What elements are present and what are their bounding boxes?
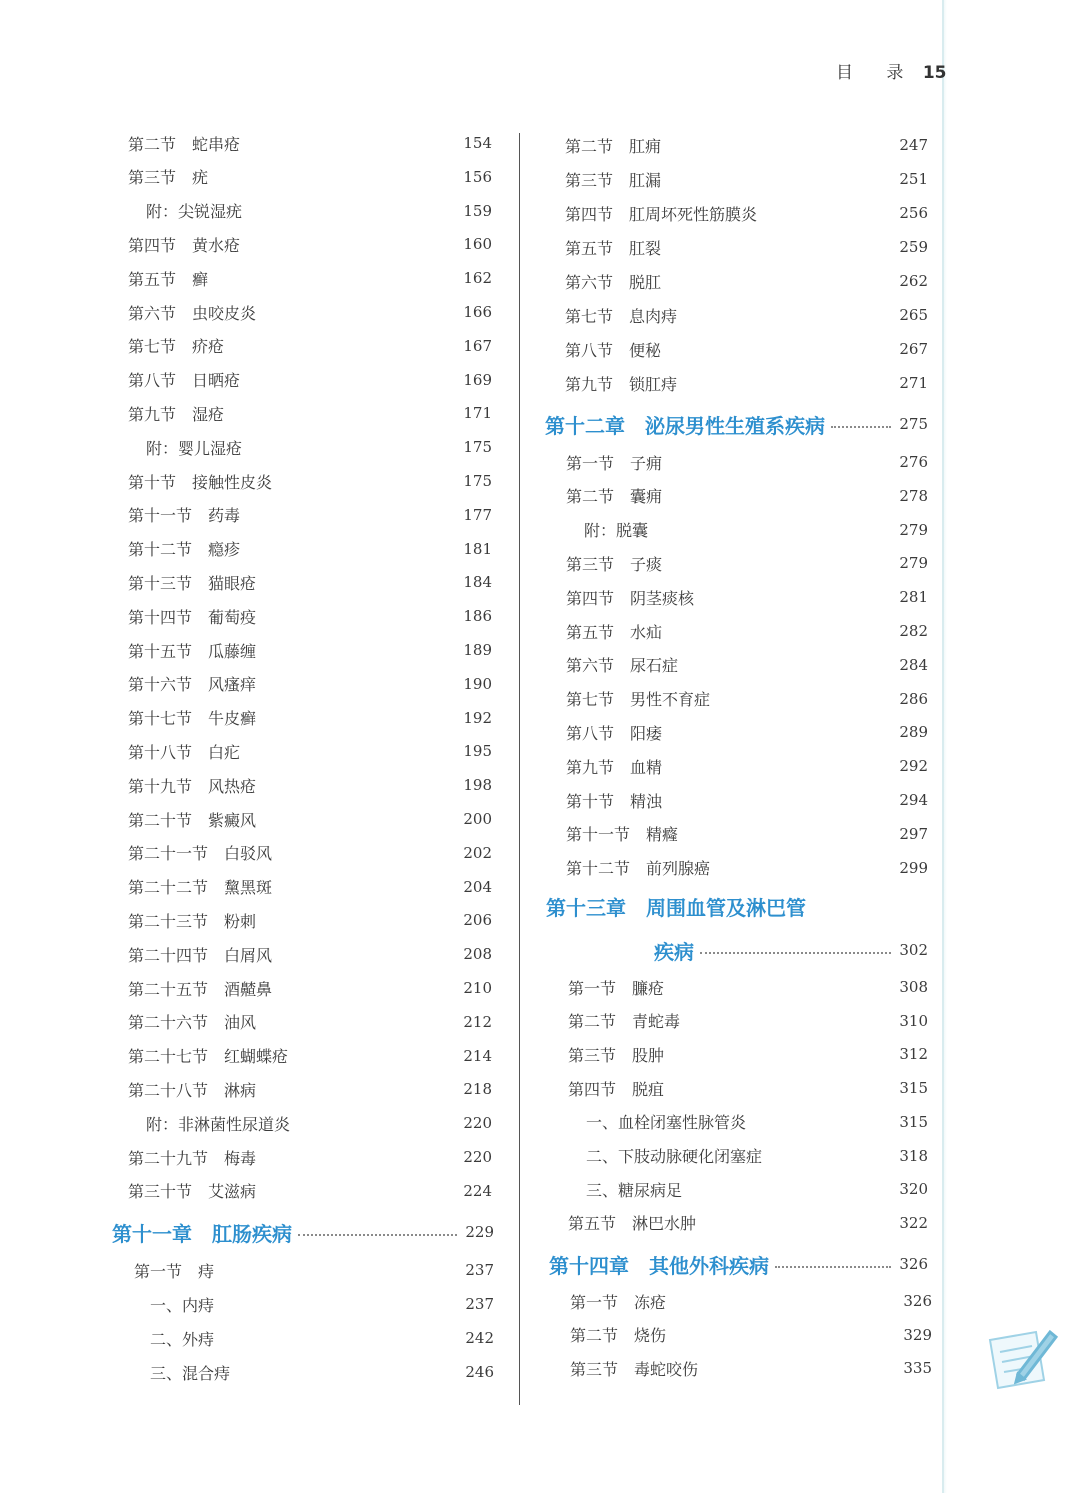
toc-sub-title: 一、内痔 bbox=[150, 1295, 215, 1315]
toc-page-number: 335 bbox=[903, 1359, 932, 1377]
toc-section-title: 日晒疮 bbox=[192, 371, 241, 391]
chapter-title: 其他外科疾病 bbox=[649, 1253, 769, 1278]
toc-chapter-heading bbox=[545, 406, 928, 442]
toc-entry bbox=[568, 1141, 928, 1171]
toc-section-title: 瘾疹 bbox=[208, 540, 241, 560]
toc-section-title: 脱肛 bbox=[629, 272, 662, 292]
toc-entry bbox=[128, 601, 492, 631]
toc-entry bbox=[128, 263, 492, 293]
toc-sub-title: 附：非淋菌性尿道炎 bbox=[146, 1114, 291, 1134]
pencil-notepad-icon bbox=[984, 1318, 1060, 1394]
toc-section-title: 湿疮 bbox=[192, 404, 225, 424]
toc-section-number: 第二十三节 bbox=[128, 911, 209, 931]
toc-section-title: 药毒 bbox=[208, 506, 241, 526]
toc-entry bbox=[128, 872, 492, 902]
toc-section-number: 第一节 bbox=[570, 1292, 619, 1312]
toc-section-number: 第三节 bbox=[566, 554, 615, 574]
leader-dots bbox=[298, 1234, 457, 1236]
toc-section-number: 第四节 bbox=[565, 204, 614, 224]
toc-section-number: 第二节 bbox=[570, 1326, 619, 1345]
toc-section-number: 第十节 bbox=[566, 791, 615, 811]
toc-section-title: 白驳风 bbox=[224, 844, 273, 864]
toc-section-number: 第二十五节 bbox=[128, 979, 209, 999]
header-label: 目 录 bbox=[836, 63, 918, 83]
toc-sub-title: 附：尖锐湿疣 bbox=[146, 202, 243, 222]
toc-page-number: 175 bbox=[463, 472, 492, 490]
toc-page-number: 214 bbox=[463, 1046, 492, 1065]
toc-entry bbox=[128, 939, 492, 969]
toc-entry bbox=[128, 804, 492, 834]
toc-section-title: 阴茎痰核 bbox=[630, 588, 695, 608]
toc-page-number: 208 bbox=[463, 945, 492, 964]
toc-entry bbox=[128, 1074, 492, 1104]
toc-page-number: 156 bbox=[463, 167, 492, 186]
toc-entry bbox=[128, 534, 492, 564]
toc-section-title: 烧伤 bbox=[634, 1326, 667, 1345]
toc-section-number: 第二十四节 bbox=[128, 945, 209, 965]
toc-section-number: 第二十八节 bbox=[128, 1080, 209, 1100]
toc-page-number: 237 bbox=[465, 1261, 494, 1279]
toc-page-number: 315 bbox=[899, 1079, 928, 1098]
toc-section-title: 癣 bbox=[192, 269, 209, 289]
toc-entry bbox=[128, 196, 492, 226]
toc-section-title: 白屑风 bbox=[224, 945, 273, 965]
toc-section-number: 第三节 bbox=[570, 1359, 619, 1379]
toc-section-number: 第三节 bbox=[128, 168, 177, 188]
toc-section-title: 锁肛痔 bbox=[629, 374, 678, 394]
toc-page-number: 159 bbox=[463, 201, 492, 220]
chapter-page-number: 229 bbox=[465, 1223, 494, 1241]
toc-section-number: 第十三节 bbox=[128, 573, 193, 593]
toc-section-title: 瓜藤缠 bbox=[208, 641, 257, 661]
toc-right-column bbox=[524, 0, 944, 1493]
toc-sub-title: 附：脱囊 bbox=[584, 521, 649, 541]
toc-sub-title: 二、下肢动脉硬化闭塞症 bbox=[586, 1147, 763, 1166]
toc-page-number: 162 bbox=[463, 269, 492, 288]
toc-page-number: 247 bbox=[899, 136, 928, 154]
toc-section-title: 囊痈 bbox=[630, 487, 663, 507]
toc-section-number: 第二节 bbox=[565, 136, 614, 156]
toc-page-number: 189 bbox=[463, 641, 492, 659]
toc-section-number: 第三节 bbox=[565, 170, 614, 190]
toc-section-number: 第七节 bbox=[128, 337, 177, 357]
toc-sub-title: 附：婴儿湿疮 bbox=[146, 438, 243, 458]
toc-entry bbox=[134, 1255, 494, 1285]
toc-section-number: 第二十六节 bbox=[128, 1013, 209, 1033]
toc-section-title: 子痈 bbox=[630, 453, 663, 473]
toc-chapter-heading bbox=[549, 1246, 928, 1282]
toc-page-number: 320 bbox=[899, 1180, 928, 1199]
toc-entry bbox=[134, 1323, 494, 1353]
toc-entry bbox=[128, 770, 492, 800]
toc-entry bbox=[134, 1357, 494, 1387]
toc-entry bbox=[128, 162, 492, 192]
toc-section-title: 毒蛇咬伤 bbox=[634, 1359, 699, 1379]
toc-section-title: 肛裂 bbox=[629, 238, 662, 258]
toc-page-number: 318 bbox=[899, 1146, 928, 1165]
toc-entry bbox=[568, 1039, 928, 1069]
toc-entry bbox=[134, 1289, 494, 1319]
toc-section-title: 疣 bbox=[192, 168, 209, 188]
toc-page-number: 175 bbox=[463, 438, 492, 457]
toc-entry bbox=[128, 736, 492, 766]
toc-section-title: 肛周坏死性筋膜炎 bbox=[629, 204, 758, 224]
toc-section-title: 紫癜风 bbox=[208, 810, 257, 830]
toc-section-number: 第十六节 bbox=[128, 675, 193, 695]
chapter-title: 周围血管及淋巴管 bbox=[646, 896, 806, 920]
chapter-number: 第十四章 bbox=[549, 1253, 629, 1278]
toc-page-number: 169 bbox=[463, 370, 492, 389]
toc-entry bbox=[568, 1107, 928, 1137]
toc-entry bbox=[128, 567, 492, 597]
toc-section-title: 阳痿 bbox=[630, 723, 663, 743]
toc-page-number: 242 bbox=[465, 1329, 494, 1347]
toc-entry bbox=[565, 300, 928, 330]
toc-page-number: 312 bbox=[899, 1045, 928, 1064]
toc-left-column bbox=[0, 0, 520, 1493]
toc-section-number: 第一节 bbox=[134, 1261, 183, 1281]
toc-section-title: 虫咬皮炎 bbox=[192, 303, 257, 323]
toc-section-number: 第四节 bbox=[128, 235, 177, 255]
toc-page-number: 212 bbox=[463, 1012, 492, 1031]
toc-page-number: 202 bbox=[463, 843, 492, 862]
toc-page-number: 326 bbox=[903, 1292, 932, 1310]
toc-section-number: 第十一节 bbox=[128, 506, 193, 526]
chapter-title: 泌尿男性生殖系疾病 bbox=[645, 413, 825, 438]
toc-page-number: 278 bbox=[899, 486, 928, 505]
toc-entry bbox=[568, 1208, 928, 1238]
toc-page-number: 206 bbox=[463, 911, 492, 930]
toc-page-number: 195 bbox=[463, 742, 492, 761]
toc-section-number: 第七节 bbox=[565, 306, 614, 326]
toc-section-number: 第四节 bbox=[568, 1079, 617, 1099]
toc-entry bbox=[566, 481, 928, 511]
toc-page-number: 167 bbox=[463, 336, 492, 355]
toc-entry bbox=[128, 297, 492, 327]
toc-section-title: 黧黑斑 bbox=[224, 878, 273, 898]
toc-sub-title: 三、混合痔 bbox=[150, 1363, 231, 1383]
toc-section-title: 艾滋病 bbox=[208, 1182, 257, 1202]
toc-entry bbox=[128, 1041, 492, 1071]
toc-entry bbox=[566, 582, 928, 612]
toc-section-number: 第六节 bbox=[566, 656, 615, 676]
toc-entry bbox=[570, 1286, 932, 1316]
toc-section-number: 第十七节 bbox=[128, 709, 193, 729]
toc-section-number: 第二十九节 bbox=[128, 1148, 209, 1168]
toc-entry bbox=[565, 130, 928, 160]
toc-entry bbox=[565, 334, 928, 364]
toc-entry bbox=[128, 1176, 492, 1206]
toc-entry bbox=[568, 972, 928, 1002]
toc-section-number: 第八节 bbox=[128, 371, 177, 391]
header-page-number: 15 bbox=[922, 63, 947, 83]
toc-section-number: 第一节 bbox=[568, 978, 617, 998]
toc-page-number: 282 bbox=[899, 622, 928, 640]
toc-section-title: 淋病 bbox=[224, 1080, 257, 1100]
toc-page-number: 251 bbox=[899, 170, 928, 188]
toc-section-number: 第二十二节 bbox=[128, 878, 209, 898]
toc-page-number: 154 bbox=[463, 134, 492, 152]
toc-section-number: 第五节 bbox=[128, 269, 177, 289]
toc-entry bbox=[566, 650, 928, 680]
toc-section-title: 酒齄鼻 bbox=[224, 979, 273, 999]
toc-section-title: 股肿 bbox=[632, 1045, 665, 1065]
toc-entry bbox=[568, 1174, 928, 1204]
toc-section-title: 子痰 bbox=[630, 554, 663, 574]
toc-entry bbox=[566, 684, 928, 714]
toc-page-number: 184 bbox=[463, 573, 492, 592]
toc-section-title: 息肉痔 bbox=[629, 306, 678, 326]
toc-entry bbox=[128, 331, 492, 361]
toc-section-number: 第十一节 bbox=[566, 825, 631, 845]
toc-page-number: 279 bbox=[899, 520, 928, 539]
toc-section-number: 第三节 bbox=[568, 1045, 617, 1065]
toc-section-title: 风热疮 bbox=[208, 776, 257, 796]
toc-entry bbox=[566, 751, 928, 781]
toc-section-number: 第二十一节 bbox=[128, 844, 209, 864]
toc-entry bbox=[128, 1142, 492, 1172]
toc-entry bbox=[128, 1108, 492, 1138]
toc-section-title: 尿石症 bbox=[630, 656, 679, 676]
leader-dots bbox=[831, 426, 891, 428]
toc-entry bbox=[565, 198, 928, 228]
toc-section-number: 第二节 bbox=[128, 134, 177, 154]
toc-sub-title: 二、外痔 bbox=[150, 1329, 215, 1349]
toc-entry bbox=[570, 1353, 932, 1383]
toc-entry bbox=[565, 266, 928, 296]
page-edge-strip bbox=[943, 0, 1080, 1493]
toc-entry bbox=[128, 500, 492, 530]
toc-entry bbox=[128, 905, 492, 935]
toc-page-number: 160 bbox=[463, 235, 492, 254]
toc-section-number: 第五节 bbox=[565, 238, 614, 258]
toc-section-number: 第十四节 bbox=[128, 607, 193, 627]
toc-page-number: 246 bbox=[465, 1363, 494, 1381]
toc-section-number: 第九节 bbox=[566, 757, 615, 777]
toc-entry bbox=[568, 1006, 928, 1036]
toc-section-title: 粉刺 bbox=[224, 911, 257, 931]
toc-page-number: 200 bbox=[463, 810, 492, 828]
toc-entry bbox=[128, 128, 492, 158]
toc-page-number: 204 bbox=[463, 877, 492, 896]
toc-entry bbox=[566, 548, 928, 578]
toc-section-number: 第九节 bbox=[128, 404, 177, 424]
toc-section-title: 前列腺癌 bbox=[646, 859, 711, 879]
toc-section-title: 葡萄疫 bbox=[208, 607, 257, 627]
toc-page-number: 322 bbox=[899, 1213, 928, 1232]
toc-entry bbox=[566, 819, 928, 849]
toc-section-title: 疥疮 bbox=[192, 337, 225, 357]
toc-section-number: 第八节 bbox=[566, 723, 615, 743]
chapter-number: 第十一章 bbox=[112, 1221, 192, 1246]
toc-section-number: 第十九节 bbox=[128, 776, 193, 796]
toc-entry bbox=[566, 515, 928, 545]
toc-section-number: 第七节 bbox=[566, 690, 615, 710]
toc-section-title: 肛漏 bbox=[629, 170, 662, 190]
toc-page-number: 218 bbox=[463, 1080, 492, 1099]
toc-section-title: 脱疽 bbox=[632, 1079, 665, 1099]
toc-page-number: 256 bbox=[899, 204, 928, 222]
toc-entry bbox=[128, 973, 492, 1003]
toc-page-number: 267 bbox=[899, 340, 928, 358]
toc-section-number: 第九节 bbox=[565, 374, 614, 394]
toc-page-number: 181 bbox=[463, 539, 492, 558]
toc-section-title: 水疝 bbox=[630, 622, 663, 642]
toc-entry bbox=[128, 703, 492, 733]
toc-section-title: 猫眼疮 bbox=[208, 573, 257, 593]
toc-entry bbox=[128, 398, 492, 428]
toc-entry bbox=[565, 164, 928, 194]
toc-entry bbox=[566, 853, 928, 883]
toc-entry bbox=[568, 1073, 928, 1103]
toc-section-number: 第十二节 bbox=[566, 859, 631, 879]
toc-section-title: 红蝴蝶疮 bbox=[224, 1047, 289, 1067]
toc-page-number: 171 bbox=[463, 404, 492, 423]
chapter-number: 第十二章 bbox=[545, 413, 625, 438]
toc-page-number: 297 bbox=[899, 824, 928, 843]
toc-page-number: 198 bbox=[463, 776, 492, 795]
toc-section-title: 白疕 bbox=[208, 742, 241, 762]
toc-page-number: 279 bbox=[899, 554, 928, 573]
toc-section-number: 第二节 bbox=[568, 1012, 617, 1032]
toc-entry bbox=[566, 785, 928, 815]
toc-entry bbox=[566, 447, 928, 477]
toc-section-number: 第十节 bbox=[128, 472, 177, 492]
toc-section-title: 淋巴水肿 bbox=[632, 1214, 697, 1234]
toc-page-number: 271 bbox=[899, 374, 928, 392]
toc-section-title: 精癃 bbox=[646, 825, 679, 845]
toc-sub-title: 三、糖尿病足 bbox=[586, 1180, 683, 1200]
toc-section-number: 第五节 bbox=[568, 1214, 617, 1234]
toc-entry bbox=[128, 838, 492, 868]
toc-entry bbox=[570, 1320, 932, 1350]
toc-page-number: 177 bbox=[463, 505, 492, 524]
leader-dots bbox=[775, 1266, 891, 1268]
toc-page-number: 286 bbox=[899, 689, 928, 708]
leader-dots bbox=[700, 952, 891, 954]
toc-page-number: 299 bbox=[899, 858, 928, 877]
toc-entry bbox=[128, 229, 492, 259]
toc-section-title: 男性不育症 bbox=[630, 690, 711, 710]
toc-page-number: 190 bbox=[463, 674, 492, 693]
toc-entry bbox=[128, 635, 492, 665]
toc-entry bbox=[566, 616, 928, 646]
toc-page-number: 262 bbox=[899, 272, 928, 290]
toc-section-number: 第八节 bbox=[565, 340, 614, 360]
toc-chapter-heading-continued bbox=[654, 932, 928, 968]
toc-page-number: 166 bbox=[463, 303, 492, 321]
toc-section-title: 肛痈 bbox=[629, 136, 662, 156]
chapter-number: 第十三章 bbox=[546, 896, 626, 920]
toc-section-title: 蛇串疮 bbox=[192, 134, 241, 154]
toc-chapter-heading bbox=[112, 1214, 494, 1250]
toc-page-number: 281 bbox=[899, 588, 928, 607]
toc-section-number: 第十五节 bbox=[128, 641, 193, 661]
toc-page-number: 294 bbox=[899, 791, 928, 809]
toc-section-title: 便秘 bbox=[629, 340, 662, 360]
toc-page-number: 186 bbox=[463, 607, 492, 626]
toc-page-number: 192 bbox=[463, 708, 492, 727]
toc-entry bbox=[565, 368, 928, 398]
toc-page-number: 210 bbox=[463, 979, 492, 997]
toc-entry bbox=[566, 717, 928, 747]
toc-page-number: 329 bbox=[903, 1325, 932, 1344]
chapter-page-number: 302 bbox=[899, 941, 928, 959]
toc-page-number: 276 bbox=[899, 453, 928, 471]
toc-section-title: 牛皮癣 bbox=[208, 709, 257, 729]
toc-section-number: 第二节 bbox=[566, 487, 615, 507]
toc-page-number: 308 bbox=[899, 978, 928, 996]
toc-page-number: 315 bbox=[899, 1112, 928, 1131]
toc-section-title: 梅毒 bbox=[224, 1148, 257, 1168]
chapter-title-line2: 疾病 bbox=[654, 939, 694, 964]
toc-page-number: 220 bbox=[463, 1114, 492, 1133]
toc-section-title: 冻疮 bbox=[634, 1292, 667, 1312]
chapter-page-number: 275 bbox=[899, 415, 928, 433]
toc-page-number: 237 bbox=[465, 1295, 494, 1313]
toc-page-number: 310 bbox=[899, 1011, 928, 1030]
toc-section-title: 痔 bbox=[198, 1261, 215, 1281]
toc-section-number: 第五节 bbox=[566, 622, 615, 642]
toc-section-title: 接触性皮炎 bbox=[192, 472, 273, 492]
toc-entry bbox=[128, 432, 492, 462]
toc-section-title: 臁疮 bbox=[632, 978, 665, 998]
toc-section-title: 血精 bbox=[630, 757, 663, 777]
toc-section-title: 油风 bbox=[224, 1013, 257, 1033]
toc-section-number: 第二十七节 bbox=[128, 1047, 209, 1067]
toc-entry bbox=[128, 1007, 492, 1037]
toc-section-title: 风瘙痒 bbox=[208, 675, 257, 695]
toc-section-number: 第四节 bbox=[566, 588, 615, 608]
chapter-title: 肛肠疾病 bbox=[212, 1221, 292, 1246]
toc-section-title: 青蛇毒 bbox=[632, 1012, 681, 1032]
toc-page-number: 292 bbox=[899, 757, 928, 776]
toc-chapter-heading bbox=[546, 892, 806, 921]
toc-page-number: 224 bbox=[463, 1181, 492, 1200]
toc-page-number: 289 bbox=[899, 723, 928, 742]
toc-sub-title: 一、血栓闭塞性脉管炎 bbox=[586, 1113, 747, 1133]
toc-section-number: 第十八节 bbox=[128, 742, 193, 762]
toc-page-number: 284 bbox=[899, 655, 928, 674]
toc-entry bbox=[128, 466, 492, 496]
toc-section-number: 第一节 bbox=[566, 453, 615, 473]
toc-section-number: 第二十节 bbox=[128, 810, 193, 830]
toc-entry bbox=[128, 365, 492, 395]
toc-section-title: 精浊 bbox=[630, 791, 663, 811]
toc-section-title: 黄水疮 bbox=[192, 235, 241, 255]
toc-page-number: 265 bbox=[899, 306, 928, 324]
toc-section-number: 第六节 bbox=[565, 272, 614, 292]
toc-section-number: 第三十节 bbox=[128, 1182, 193, 1202]
chapter-page-number: 326 bbox=[899, 1255, 928, 1273]
toc-section-number: 第六节 bbox=[128, 303, 177, 323]
toc-page-number: 259 bbox=[899, 238, 928, 256]
toc-section-number: 第十二节 bbox=[128, 540, 193, 560]
toc-entry bbox=[565, 232, 928, 262]
toc-entry bbox=[128, 669, 492, 699]
toc-page-number: 220 bbox=[463, 1148, 492, 1166]
